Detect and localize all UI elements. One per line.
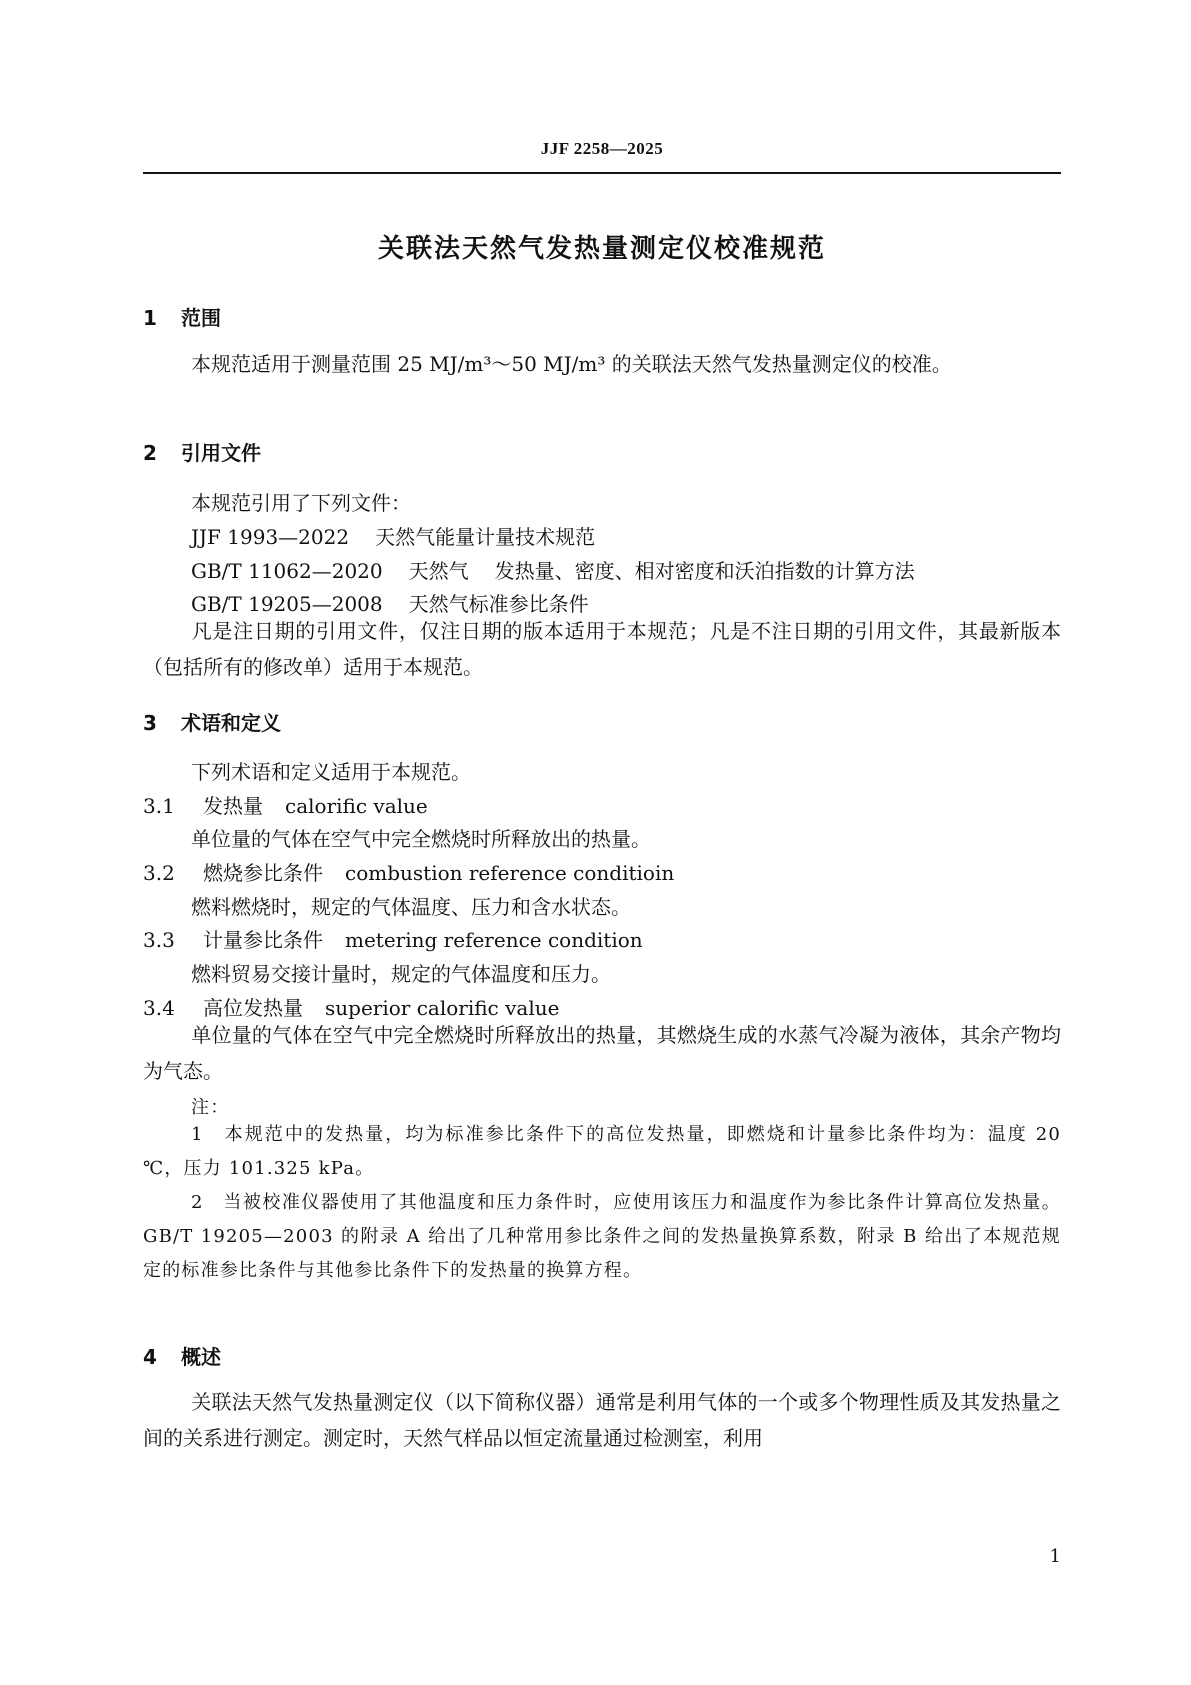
paragraph-text: 关联法天然气发热量测定仪（以下简称仪器）通常是利用气体的一个或多个物理性质及其发热量之间的关系进行测定。测定时，天然气样品以恒定流量通过检测室，利用 bbox=[143, 1390, 1061, 1450]
reference-code: GB/T 11062—2020 bbox=[191, 559, 383, 583]
reference-subtitle: 发热量、密度、相对密度和沃泊指数的计算方法 bbox=[494, 559, 915, 583]
section-4-paragraph bbox=[143, 1384, 1061, 1456]
document-code-header: JJF 2258—2025 bbox=[540, 139, 664, 158]
term-number: 3.1 bbox=[143, 794, 175, 818]
term-entry bbox=[143, 790, 428, 819]
reference-title: 天然气能量计量技术规范 bbox=[375, 525, 596, 549]
references-intro: 本规范引用了下列文件： bbox=[191, 491, 411, 515]
section-4-heading bbox=[143, 1341, 221, 1370]
term-chinese: 发热量 bbox=[203, 794, 263, 818]
section-1-heading bbox=[143, 302, 221, 331]
section-number: 1 bbox=[143, 306, 157, 330]
reference-code: JJF 1993—2022 bbox=[191, 525, 350, 549]
section-title: 概述 bbox=[181, 1345, 221, 1369]
term-english: metering reference condition bbox=[345, 928, 643, 952]
term-entry bbox=[143, 857, 674, 886]
section-title: 术语和定义 bbox=[181, 711, 281, 735]
term-number: 3.4 bbox=[143, 996, 175, 1020]
reference-item bbox=[191, 555, 915, 584]
term-definition: 单位量的气体在空气中完全燃烧时所释放出的热量。 bbox=[191, 827, 651, 851]
section-2-heading bbox=[143, 437, 261, 466]
section-title: 引用文件 bbox=[181, 441, 261, 465]
references-closing-paragraph bbox=[143, 613, 1061, 685]
term-chinese: 燃烧参比条件 bbox=[203, 861, 323, 885]
note-label: 注： bbox=[191, 1097, 230, 1118]
reference-code: GB/T 19205—2008 bbox=[191, 592, 383, 616]
reference-title: 天然气 bbox=[408, 559, 469, 583]
section-1-paragraph bbox=[143, 346, 1061, 382]
page-number: 1 bbox=[1049, 1546, 1061, 1567]
reference-title: 天然气标准参比条件 bbox=[408, 592, 589, 616]
note-item bbox=[143, 1118, 1061, 1186]
paragraph-text: 本规范适用于测量范围 25 MJ/m³～50 MJ/m³ 的关联法天然气发热量测定仪的校准。 bbox=[191, 352, 952, 376]
term-english: superior calorific value bbox=[325, 996, 560, 1020]
section-number: 3 bbox=[143, 711, 157, 735]
term-definition: 燃料燃烧时，规定的气体温度、压力和含水状态。 bbox=[191, 895, 631, 919]
section-title: 范围 bbox=[181, 306, 221, 330]
paragraph-text: 凡是注日期的引用文件，仅注日期的版本适用于本规范；凡是不注日期的引用文件，其最新版本（包括所有的修改单）适用于本规范。 bbox=[143, 619, 1061, 679]
term-entry bbox=[143, 924, 643, 953]
term-definition: 燃料贸易交接计量时，规定的气体温度和压力。 bbox=[191, 962, 611, 986]
document-title: 关联法天然气发热量测定仪校准规范 bbox=[377, 234, 826, 264]
note-item bbox=[143, 1186, 1061, 1288]
term-english: combustion reference conditioin bbox=[345, 861, 675, 885]
term-number: 3.3 bbox=[143, 928, 175, 952]
term-number: 3.2 bbox=[143, 861, 175, 885]
reference-item bbox=[191, 521, 595, 550]
note-text: 2 当被校准仪器使用了其他温度和压力条件时，应使用该压力和温度作为参比条件计算高位发热量。GB/T 19205—2003 的附录 A 给出了几种常用参比条件之间的发热量换算系数，附录 B 给出了本规范规定的标准参比条件与其他参比条件下的发热量的换算方程。 bbox=[143, 1192, 1061, 1281]
paragraph-text: 单位量的气体在空气中完全燃烧时所释放出的热量，其燃烧生成的水蒸气冷凝为液体，其余产物均为气态。 bbox=[143, 1023, 1061, 1083]
note-text: 1 本规范中的发热量，均为标准参比条件下的高位发热量，即燃烧和计量参比条件均为：温度 20 ℃，压力 101.325 kPa。 bbox=[143, 1124, 1061, 1179]
section-number: 4 bbox=[143, 1345, 157, 1369]
term-definition bbox=[143, 1017, 1061, 1089]
term-chinese: 高位发热量 bbox=[203, 996, 303, 1020]
term-english: calorific value bbox=[285, 794, 428, 818]
terms-intro: 下列术语和定义适用于本规范。 bbox=[191, 760, 471, 784]
term-chinese: 计量参比条件 bbox=[203, 928, 323, 952]
section-3-heading bbox=[143, 707, 281, 736]
section-number: 2 bbox=[143, 441, 157, 465]
header-rule bbox=[143, 172, 1061, 174]
